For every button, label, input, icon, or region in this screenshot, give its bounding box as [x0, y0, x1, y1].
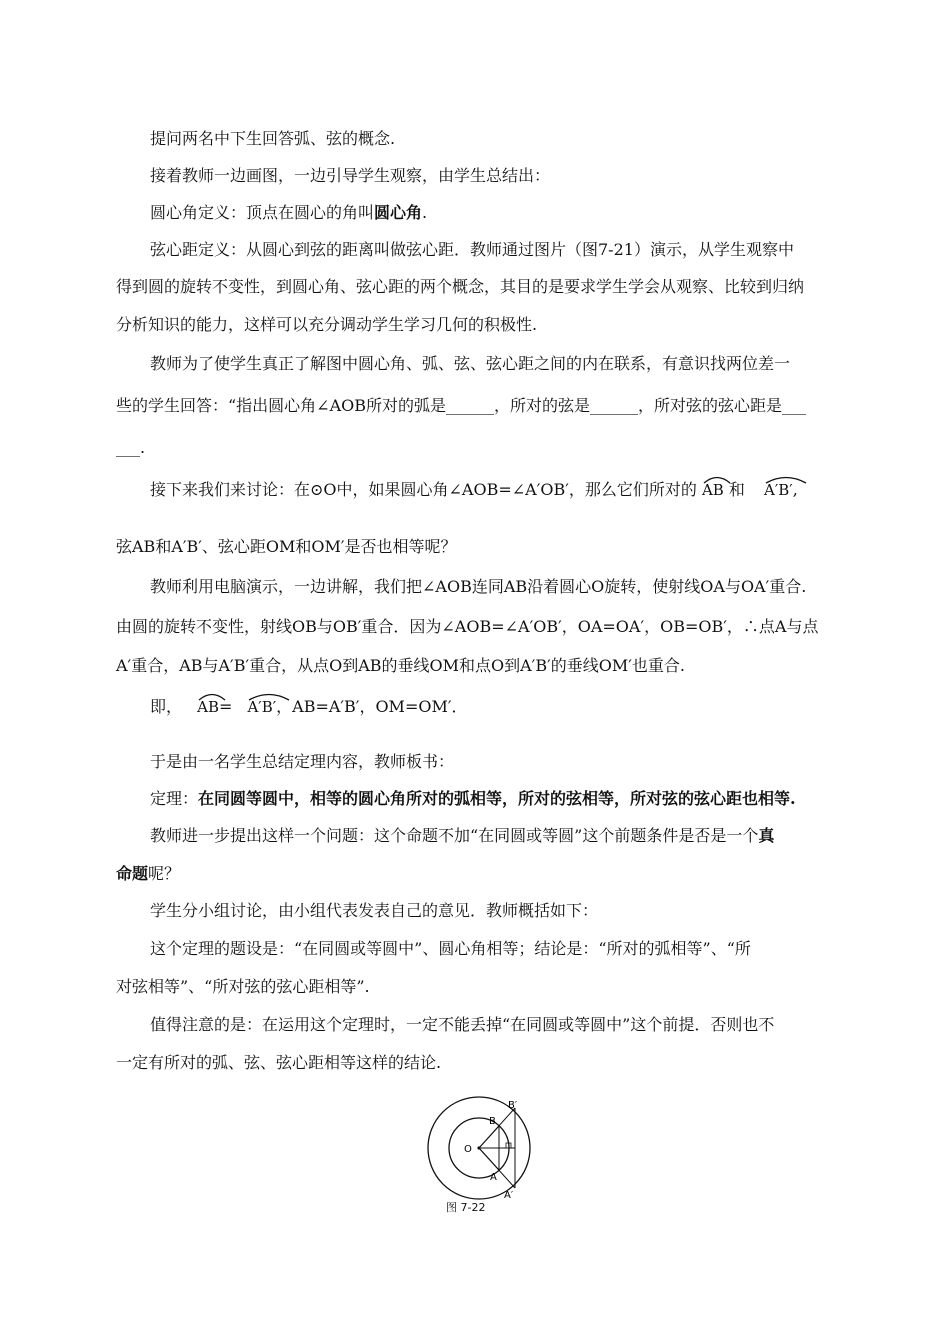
text: 和 [728, 480, 745, 499]
paragraph-7-line-2: 由圆的旋转不变性，射线OB与OB′重合．因为∠AOB=∠A′OB′，OA=OA′，OB=OB′，∴点A与点 [116, 617, 819, 636]
text: 即， [150, 697, 183, 716]
arc-label: A′B′ [247, 698, 277, 716]
arc-mark-icon [197, 691, 227, 701]
arc-label: A′B′ [764, 481, 793, 499]
label-o: O [464, 1144, 472, 1155]
label-b-prime: B′ [508, 1100, 518, 1111]
term-central-angle: 圆心角 [374, 203, 423, 222]
paragraph-7-line-1: 教师利用电脑演示，一边讲解，我们把∠AOB连同AB沿着圆心O旋转，使射线OA与OA′重合. [150, 577, 807, 596]
arc-mark-icon [702, 474, 732, 484]
text: 教师进一步提出这样一个问题：这个命题不加“在同圆或等圆”这个前题条件是否是一个 [150, 826, 759, 845]
arc-a2b2 [764, 474, 793, 500]
paragraph-10-line-2 [116, 864, 180, 884]
text: 接下来我们来讨论：在⊙O中，如果圆心角∠AOB=∠A′OB′，那么它们所对的 [150, 480, 697, 499]
label-a: A [490, 1172, 497, 1183]
term-true: 真 [758, 826, 775, 845]
term-proposition: 命题 [116, 864, 149, 883]
paragraph-3 [150, 203, 427, 223]
arc-mark-icon [247, 691, 291, 701]
arc-a2b2-2 [247, 691, 276, 717]
paragraph-9: 于是由一名学生总结定理内容，教师板书： [150, 752, 455, 771]
arc-ab-2 [197, 691, 219, 717]
arc-label: AB [701, 481, 724, 499]
center-point [477, 1146, 480, 1149]
arc-mark-icon [764, 474, 808, 484]
ray-ob2 [479, 1108, 515, 1148]
label-a-prime: A′ [504, 1190, 514, 1201]
paragraph-2: 接着教师一边画图，一边引导学生观察，由学生总结出： [150, 166, 551, 185]
paragraph-5-line-3: ___. [116, 438, 146, 457]
paragraph-13-line-1: 值得注意的是：在运用这个定理时，一定不能丢掉“在同圆或等圆中”这个前提．否则也不 [150, 1015, 775, 1034]
arc-ab [702, 474, 724, 500]
text: , [792, 480, 798, 499]
paragraph-6-line-2: 弦AB和A′B′、弦心距OM和OM′是否也相等呢？ [116, 537, 457, 556]
theorem [150, 789, 796, 809]
text: 呢？ [148, 864, 181, 883]
paragraph-10-line-1 [150, 826, 774, 846]
paragraph-1: 提问两名中下生回答弧、弦的概念. [150, 129, 396, 148]
theorem-statement: 在同圆等圆中，相等的圆心角所对的弧相等，所对的弦相等，所对弦的弦心距也相等. [198, 789, 796, 808]
paragraph-8 [150, 691, 467, 717]
paragraph-6-line-1 [150, 474, 798, 500]
text: ，AB=A′B′，OM=OM′． [276, 697, 468, 716]
paragraph-4-line-3: 分析知识的能力，这样可以充分调动学生学习几何的积极性. [116, 315, 538, 334]
text: = [218, 697, 233, 716]
text: 顶点在圆心的角叫 [246, 203, 375, 222]
figure-caption: 图 7-22 [446, 1201, 486, 1214]
paragraph-4-line-1: 弦心距定义：从圆心到弦的距离叫做弦心距．教师通过图片（图7-21）演示，从学生观察中 [150, 240, 794, 259]
ray-oa2 [479, 1148, 515, 1188]
text: 圆心角定义： [150, 203, 247, 222]
arc-label: AB [197, 698, 219, 716]
label-b: B [489, 1116, 496, 1127]
paragraph-13-line-2: 一定有所对的弧、弦、弦心距相等这样的结论. [116, 1053, 442, 1072]
paragraph-4-line-2: 得到圆的旋转不变性，到圆心角、弦心距的两个概念，其目的是要求学生学会从观察、比较到归纳 [116, 277, 805, 296]
paragraph-7-line-3: A′重合，AB与A′B′重合，从点O到AB的垂线OM和点O到A′B′的垂线OM′也重合. [116, 656, 685, 675]
paragraph-12-line-1: 这个定理的题设是：“在同圆或等圆中”、圆心角相等；结论是：“所对的弧相等”、“所 [150, 939, 751, 958]
paragraph-11: 学生分小组讨论，由小组代表发表自己的意见．教师概括如下： [150, 901, 599, 920]
text: . [422, 203, 428, 222]
paragraph-5-line-1: 教师为了使学生真正了解图中圆心角、弧、弦、弦心距之间的内在联系，有意识找两位差一 [150, 354, 791, 373]
theorem-label: 定理： [150, 789, 199, 808]
paragraph-5-line-2: 些的学生回答：“指出圆心角∠AOB所对的弧是______，所对的弦是______，所对弦的弦心距是___ [116, 396, 807, 415]
paragraph-12-line-2: 对弦相等”、“所对弦的弦心距相等”. [116, 977, 370, 996]
